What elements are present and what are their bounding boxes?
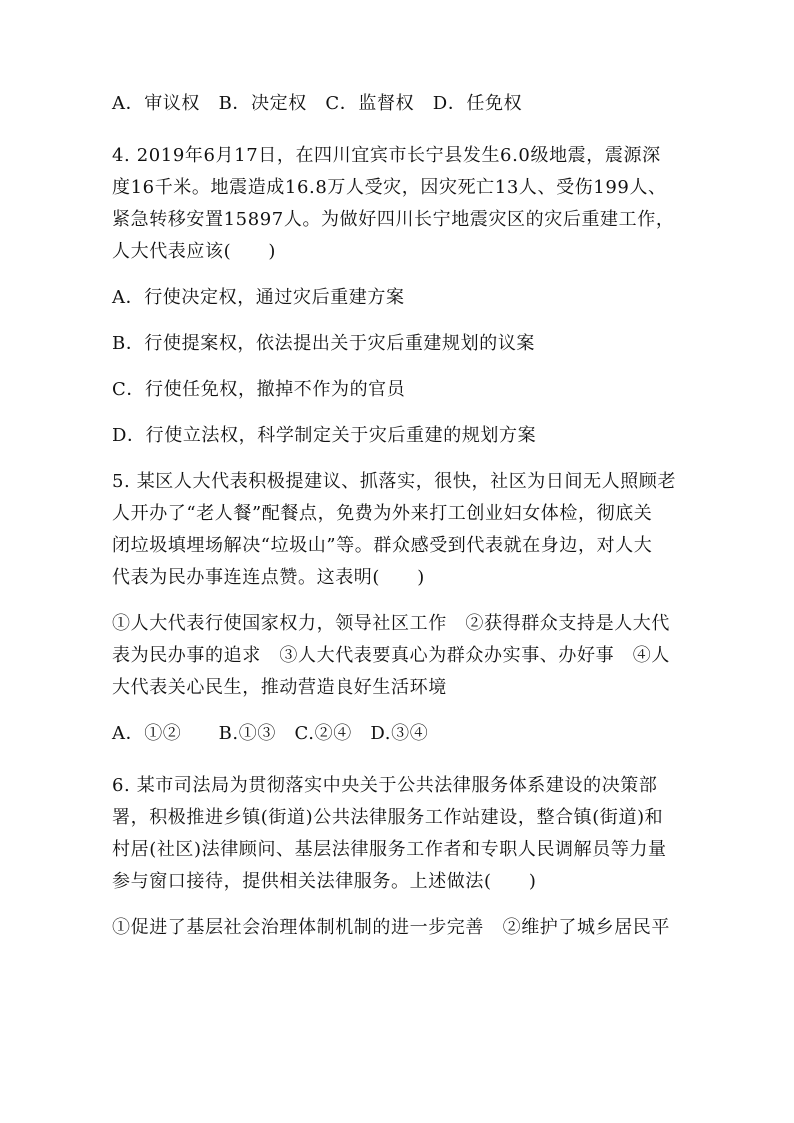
q6-stem-line: 参与窗口接待，提供相关法律服务。上述做法( )	[112, 871, 537, 892]
q4-stem-line: 度16千米。地震造成16.8万人受灾，因灾死亡13人、受伤199人、	[112, 177, 667, 198]
q4-stem-line: 4. 2019年6月17日，在四川宜宾市长宁县发生6.0级地震，震源深	[112, 145, 661, 166]
q4-option-a: A．行使决定权，通过灾后重建方案	[112, 287, 405, 308]
q3-options: A．审议权 B．决定权 C．监督权 D．任免权	[112, 93, 523, 114]
question-4	[112, 140, 682, 268]
q5-stem-line: 代表为民办事连连点赞。这表明( )	[112, 567, 425, 588]
q6-statement-line: ①促进了基层社会治理体制机制的进一步完善 ②维护了城乡居民平	[112, 917, 670, 938]
q6-stem-line: 村居(社区)法律顾问、基层法律服务工作者和专职人民调解员等力量	[112, 839, 667, 860]
question-6	[112, 770, 682, 898]
q6-stem-line: 署，积极推进乡镇(街道)公共法律服务工作站建设，整合镇(街道)和	[112, 807, 664, 828]
q5-stem-line: 闭垃圾填埋场解决“垃圾山”等。群众感受到代表就在身边，对人大	[112, 535, 653, 556]
q5-statement-line: 表为民办事的追求 ③人大代表要真心为群众办实事、办好事 ④人	[112, 645, 670, 666]
q6-stem-line: 6. 某市司法局为贯彻落实中央关于公共法律服务体系建设的决策部	[112, 775, 658, 796]
q5-options: A．①② B.①③ C.②④ D.③④	[112, 723, 429, 744]
q4-option-c: C．行使任免权，撤掉不作为的官员	[112, 379, 406, 400]
q4-option-d: D．行使立法权，科学制定关于灾后重建的规划方案	[112, 425, 537, 446]
q5-stem-line: 5. 某区人大代表积极提建议、抓落实，很快，社区为日间无人照顾老	[112, 471, 677, 492]
q4-stem-line: 紧急转移安置15897人。为做好四川长宁地震灾区的灾后重建工作，	[112, 209, 675, 230]
q4-stem-line: 人大代表应该( )	[112, 241, 277, 262]
question-5	[112, 466, 682, 594]
q5-stem-line: 人开办了“老人餐”配餐点，免费为外来打工创业妇女体检，彻底关	[112, 503, 653, 524]
q5-statements	[112, 608, 682, 704]
q5-statement-line: 大代表关心民生，推动营造良好生活环境	[112, 677, 447, 698]
q5-statement-line: ①人大代表行使国家权力，领导社区工作 ②获得群众支持是人大代	[112, 613, 670, 634]
q4-option-b: B．行使提案权，依法提出关于灾后重建规划的议案	[112, 333, 536, 354]
q6-statements	[112, 912, 682, 944]
